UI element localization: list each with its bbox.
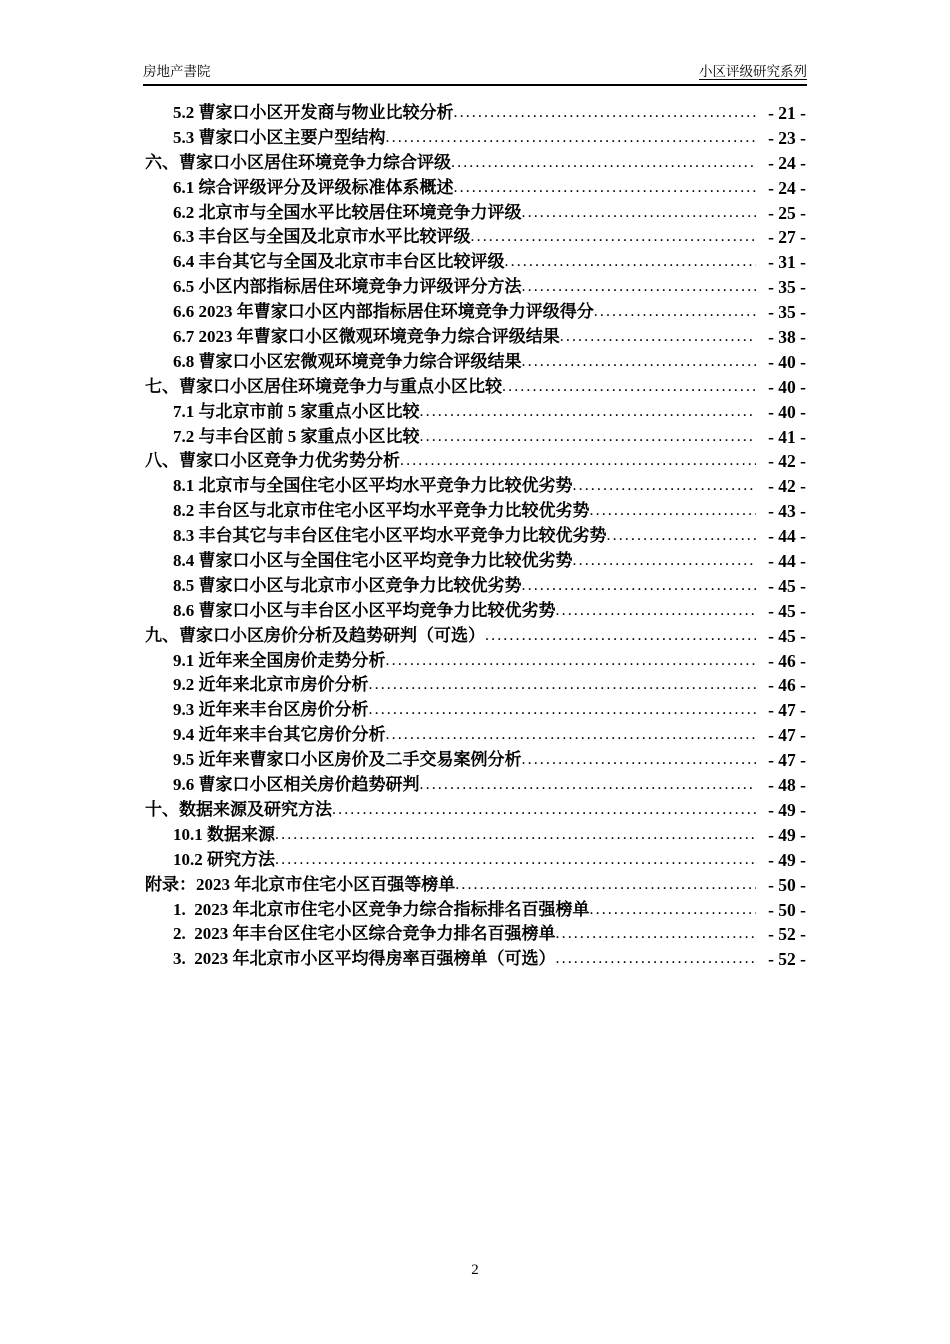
toc-entry-text: 8.4 曹家口小区与全国住宅小区平均竞争力比较优劣势 <box>173 551 573 571</box>
toc-dot-leader <box>454 101 757 126</box>
toc-page-number: - 52 - <box>768 924 806 945</box>
toc-entry-text: 6.1 综合评级评分及评级标准体系概述 <box>173 177 454 197</box>
toc-dot-leader <box>522 574 757 599</box>
toc-entry-text: 6.7 2023 年曹家口小区微观环境竞争力综合评级结果 <box>173 327 560 347</box>
toc-entry <box>145 649 806 674</box>
toc-page-number: - 45 - <box>768 575 806 596</box>
toc-dot-leader <box>607 524 757 549</box>
toc-dot-leader <box>386 649 757 674</box>
toc-entry-text: 七、曹家口小区居住环境竞争力与重点小区比较 <box>145 376 502 396</box>
toc-dot-leader <box>420 425 757 450</box>
toc-entry-text: 1. 2023 年北京市住宅小区竞争力综合指标排名百强榜单 <box>173 899 590 919</box>
toc-page-number: - 49 - <box>768 799 806 820</box>
toc-entry <box>145 151 806 176</box>
toc-dot-leader <box>590 499 757 524</box>
toc-entry <box>145 225 806 250</box>
toc-page-number: - 27 - <box>768 227 806 248</box>
toc-page-number: - 48 - <box>768 775 806 796</box>
toc-dot-leader <box>369 673 757 698</box>
toc-dot-leader <box>522 748 757 773</box>
toc-entry <box>145 773 806 798</box>
toc-entry <box>145 126 806 151</box>
toc-dot-leader <box>556 947 757 972</box>
toc-dot-leader <box>454 176 757 201</box>
toc-dot-leader <box>400 449 756 474</box>
toc-dot-leader <box>556 599 757 624</box>
toc-entry-text: 8.1 北京市与全国住宅小区平均水平竞争力比较优劣势 <box>173 476 573 496</box>
toc-entry-text: 5.2 曹家口小区开发商与物业比较分析 <box>173 103 454 122</box>
toc-entry <box>145 673 806 698</box>
toc-entry <box>145 922 806 947</box>
toc-entry-text: 8.5 曹家口小区与北京市小区竞争力比较优劣势 <box>173 575 522 595</box>
toc-entry <box>145 898 806 923</box>
toc-page-number: - 45 - <box>768 625 806 646</box>
toc-entry-text: 7.1 与北京市前 5 家重点小区比较 <box>173 401 420 421</box>
toc-page-number: - 50 - <box>768 874 806 895</box>
toc-dot-leader <box>386 126 757 151</box>
toc-entry-text: 附录：2023 年北京市住宅小区百强等榜单 <box>145 874 456 894</box>
toc-entry-text: 10.2 研究方法 <box>173 849 275 869</box>
toc-page-number: - 49 - <box>768 824 806 845</box>
toc-page-number: - 46 - <box>768 650 806 671</box>
toc-entry-text: 9.4 近年来丰台其它房价分析 <box>173 725 386 745</box>
toc-dot-leader <box>471 225 757 250</box>
toc-dot-leader <box>332 798 756 823</box>
toc-dot-leader <box>275 848 756 873</box>
toc-entry <box>145 300 806 325</box>
toc-page-number: - 21 - <box>768 103 806 123</box>
toc-page-number: - 40 - <box>768 376 806 397</box>
table-of-contents <box>145 101 806 972</box>
toc-entry <box>145 101 806 126</box>
toc-entry-text: 2. 2023 年丰台区住宅小区综合竞争力排名百强榜单 <box>173 924 556 944</box>
toc-entry <box>145 599 806 624</box>
toc-dot-leader <box>560 325 756 350</box>
toc-page-number: - 40 - <box>768 401 806 422</box>
toc-entry-text: 9.6 曹家口小区相关房价趋势研判 <box>173 775 420 795</box>
toc-entry-text: 10.1 数据来源 <box>173 824 275 844</box>
header-right-text: 小区评级研究系列 <box>699 64 807 79</box>
toc-page-number: - 23 - <box>768 127 806 148</box>
toc-entry <box>145 250 806 275</box>
toc-dot-leader <box>556 922 757 947</box>
toc-dot-leader <box>590 898 757 923</box>
toc-page-number: - 40 - <box>768 351 806 372</box>
page-footer <box>0 1261 950 1279</box>
toc-entry-text: 9.1 近年来全国房价走势分析 <box>173 650 386 670</box>
toc-entry <box>145 499 806 524</box>
toc-dot-leader <box>485 624 756 649</box>
toc-dot-leader <box>420 773 757 798</box>
toc-entry-text: 7.2 与丰台区前 5 家重点小区比较 <box>173 426 420 446</box>
toc-dot-leader <box>502 375 756 400</box>
toc-entry-text: 9.2 近年来北京市房价分析 <box>173 675 369 695</box>
toc-page-number: - 35 - <box>768 302 806 323</box>
toc-entry-text: 8.6 曹家口小区与丰台区小区平均竞争力比较优劣势 <box>173 600 556 620</box>
toc-entry <box>145 474 806 499</box>
toc-entry <box>145 350 806 375</box>
toc-entry-text: 6.3 丰台区与全国及北京市水平比较评级 <box>173 227 471 247</box>
toc-dot-leader <box>522 350 757 375</box>
toc-dot-leader <box>522 201 757 226</box>
footer-page-number: 2 <box>471 1262 479 1278</box>
toc-entry <box>145 748 806 773</box>
toc-dot-leader <box>505 250 757 275</box>
toc-page-number: - 45 - <box>768 600 806 621</box>
toc-entry <box>145 524 806 549</box>
toc-entry <box>145 275 806 300</box>
toc-entry <box>145 549 806 574</box>
toc-page-number: - 50 - <box>768 899 806 920</box>
toc-entry <box>145 325 806 350</box>
toc-page-number: - 38 - <box>768 327 806 348</box>
toc-entry-text: 6.5 小区内部指标居住环境竞争力评级评分方法 <box>173 277 522 297</box>
toc-entry <box>145 624 806 649</box>
toc-entry <box>145 375 806 400</box>
toc-entry-text: 9.5 近年来曹家口小区房价及二手交易案例分析 <box>173 750 522 770</box>
toc-dot-leader <box>420 400 757 425</box>
toc-page-number: - 42 - <box>768 451 806 472</box>
toc-entry-text: 3. 2023 年北京市小区平均得房率百强榜单（可选） <box>173 949 556 969</box>
header-left-text: 房地产書院 <box>143 64 211 79</box>
toc-page-number: - 24 - <box>768 177 806 198</box>
toc-entry-text: 六、曹家口小区居住环境竞争力综合评级 <box>145 152 451 172</box>
toc-dot-leader <box>451 151 756 176</box>
toc-entry <box>145 798 806 823</box>
toc-entry <box>145 723 806 748</box>
toc-page-number: - 41 - <box>768 426 806 447</box>
toc-entry <box>145 400 806 425</box>
toc-entry-text: 6.2 北京市与全国水平比较居住环境竞争力评级 <box>173 202 522 222</box>
toc-page-number: - 47 - <box>768 750 806 771</box>
toc-entry-text: 5.3 曹家口小区主要户型结构 <box>173 127 386 147</box>
toc-page-number: - 44 - <box>768 526 806 547</box>
toc-entry-text: 九、曹家口小区房价分析及趋势研判（可选） <box>145 625 485 645</box>
page-header <box>143 64 807 86</box>
toc-entry-text: 6.8 曹家口小区宏微观环境竞争力综合评级结果 <box>173 351 522 371</box>
toc-page-number: - 31 - <box>768 252 806 273</box>
toc-dot-leader <box>369 698 757 723</box>
toc-dot-leader <box>573 549 757 574</box>
toc-page-number: - 49 - <box>768 849 806 870</box>
toc-entry <box>145 698 806 723</box>
toc-entry-text: 8.3 丰台其它与丰台区住宅小区平均水平竞争力比较优劣势 <box>173 526 607 546</box>
toc-dot-leader <box>275 823 756 848</box>
toc-entry <box>145 947 806 972</box>
toc-dot-leader <box>455 873 756 898</box>
toc-page-number: - 43 - <box>768 501 806 522</box>
toc-entry <box>145 574 806 599</box>
toc-entry-text: 十、数据来源及研究方法 <box>145 799 332 819</box>
toc-page-number: - 47 - <box>768 700 806 721</box>
toc-entry <box>145 176 806 201</box>
toc-page-number: - 42 - <box>768 476 806 497</box>
toc-entry <box>145 848 806 873</box>
toc-entry-text: 八、曹家口小区竞争力优劣势分析 <box>145 451 400 471</box>
toc-entry-text: 8.2 丰台区与北京市住宅小区平均水平竞争力比较优劣势 <box>173 501 590 521</box>
toc-dot-leader <box>594 300 756 325</box>
toc-entry <box>145 449 806 474</box>
toc-entry <box>145 201 806 226</box>
toc-page-number: - 24 - <box>768 152 806 173</box>
toc-page-number: - 52 - <box>768 949 806 970</box>
toc-page-number: - 44 - <box>768 551 806 572</box>
toc-entry-text: 6.4 丰台其它与全国及北京市丰台区比较评级 <box>173 252 505 272</box>
toc-entry-text: 9.3 近年来丰台区房价分析 <box>173 700 369 720</box>
toc-entry <box>145 823 806 848</box>
toc-dot-leader <box>386 723 757 748</box>
toc-page-number: - 46 - <box>768 675 806 696</box>
toc-page-number: - 25 - <box>768 202 806 223</box>
toc-dot-leader <box>573 474 757 499</box>
toc-dot-leader <box>522 275 757 300</box>
toc-page-number: - 47 - <box>768 725 806 746</box>
toc-entry <box>145 425 806 450</box>
toc-page-number: - 35 - <box>768 277 806 298</box>
toc-entry-text: 6.6 2023 年曹家口小区内部指标居住环境竞争力评级得分 <box>173 302 594 322</box>
toc-entry <box>145 873 806 898</box>
